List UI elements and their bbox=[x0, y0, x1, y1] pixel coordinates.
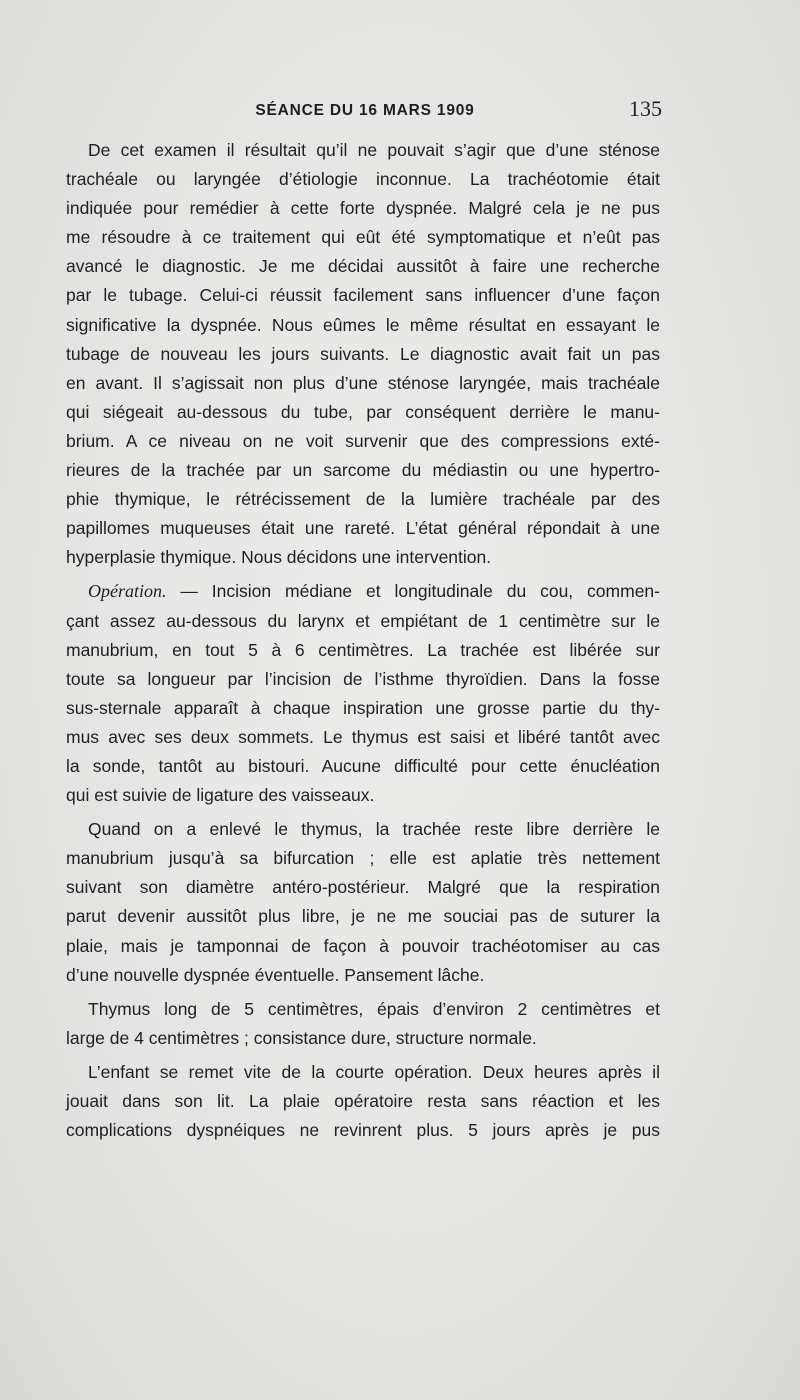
text-line: qui est suivie de ligature des vaisseaux. bbox=[66, 785, 375, 806]
paragraph bbox=[66, 577, 660, 810]
text-line: papillomes muqueuses était une rareté. L’état général répondait à une bbox=[66, 518, 660, 539]
text-line: significative la dyspnée. Nous eûmes le même résultat en essayant le bbox=[66, 314, 660, 335]
text-line: complications dyspnéiques ne revinrent plus. 5 jours après je pus bbox=[66, 1120, 660, 1141]
text-line: mus avec ses deux sommets. Le thymus est saisi et libéré tantôt avec bbox=[66, 726, 660, 747]
text-line: phie thymique, le rétrécissement de la lumière trachéale par des bbox=[66, 489, 660, 510]
text-line: suivant son diamètre antéro-postérieur. Malgré que la respiration bbox=[66, 877, 660, 898]
body-text bbox=[66, 136, 660, 1145]
text-line: jouait dans son lit. La plaie opératoire resta sans réaction et les bbox=[66, 1091, 660, 1111]
text-line: d’une nouvelle dyspnée éventuelle. Pansement lâche. bbox=[66, 964, 485, 985]
paragraph bbox=[66, 1058, 660, 1145]
text-line: rieures de la trachée par un sarcome du médiastin ou une hypertro- bbox=[66, 460, 660, 481]
text-line: qui siégeait au-dessous du tube, par conséquent derrière le manu- bbox=[66, 401, 660, 422]
text-line: indiquée pour remédier à cette forte dyspnée. Malgré cela je ne pus bbox=[66, 198, 660, 219]
text-line: sus-sternale apparaît à chaque inspiration une grosse partie du thy- bbox=[66, 697, 660, 718]
text-line: De cet examen il résultait qu’il ne pouvait s’agir que d’une sténose bbox=[88, 140, 660, 160]
text-line: hyperplasie thymique. Nous décidons une intervention. bbox=[66, 547, 492, 568]
header-title: SÉANCE DU 16 MARS 1909 bbox=[255, 102, 475, 119]
text-line: L’enfant se remet vite de la courte opération. Deux heures après il bbox=[88, 1061, 660, 1082]
text-line: toute sa longueur par l’incision de l’isthme thyroïdien. Dans la fosse bbox=[66, 668, 660, 689]
text-line: avancé le diagnostic. Je me décidai aussitôt à faire une recherche bbox=[66, 256, 660, 277]
text-line: la sonde, tantôt au bistouri. Aucune difficulté pour cette énucléation bbox=[66, 755, 660, 776]
text-line: çant assez au-dessous du larynx et empiétant de 1 centimètre sur le bbox=[66, 610, 660, 631]
page-number: 135 bbox=[629, 96, 662, 121]
text-line: parut devenir aussitôt plus libre, je ne me souciai pas de suturer la bbox=[66, 906, 660, 927]
text-line: tubage de nouveau les jours suivants. Le diagnostic avait fait un pas bbox=[66, 343, 660, 364]
section-lead: Opération. bbox=[88, 581, 167, 602]
text-line-rest: — Incision médiane et longitudinale du cou, commen- bbox=[166, 581, 660, 602]
text-line: me résoudre à ce traitement qui eût été symptomatique et n’eût pas bbox=[66, 227, 660, 248]
text-line: manubrium jusqu’à sa bifurcation ; elle est aplatie très nettement bbox=[66, 848, 660, 869]
paragraph bbox=[66, 995, 660, 1053]
text-line: en avant. Il s’agissait non plus d’une sténose laryngée, mais trachéale bbox=[66, 372, 660, 393]
paragraph bbox=[66, 815, 660, 990]
text-line: brium. A ce niveau on ne voit survenir que des compressions exté- bbox=[66, 430, 660, 451]
text-line: par le tubage. Celui-ci réussit facilement sans influencer d’une façon bbox=[66, 285, 660, 306]
text-line bbox=[66, 577, 660, 606]
running-header bbox=[0, 96, 800, 126]
text-line: manubrium, en tout 5 à 6 centimètres. La trachée est libérée sur bbox=[66, 639, 660, 660]
text-line: trachéale ou laryngée d’étiologie inconnue. La trachéotomie était bbox=[66, 169, 660, 190]
text-line: Quand on a enlevé le thymus, la trachée reste libre derrière le bbox=[88, 819, 660, 840]
paragraph bbox=[66, 136, 660, 572]
text-line: Thymus long de 5 centimètres, épais d’environ 2 centimètres et bbox=[88, 998, 660, 1019]
text-line: large de 4 centimètres ; consistance dure, structure normale. bbox=[66, 1027, 537, 1048]
text-line: plaie, mais je tamponnai de façon à pouvoir trachéotomiser au cas bbox=[66, 935, 660, 956]
